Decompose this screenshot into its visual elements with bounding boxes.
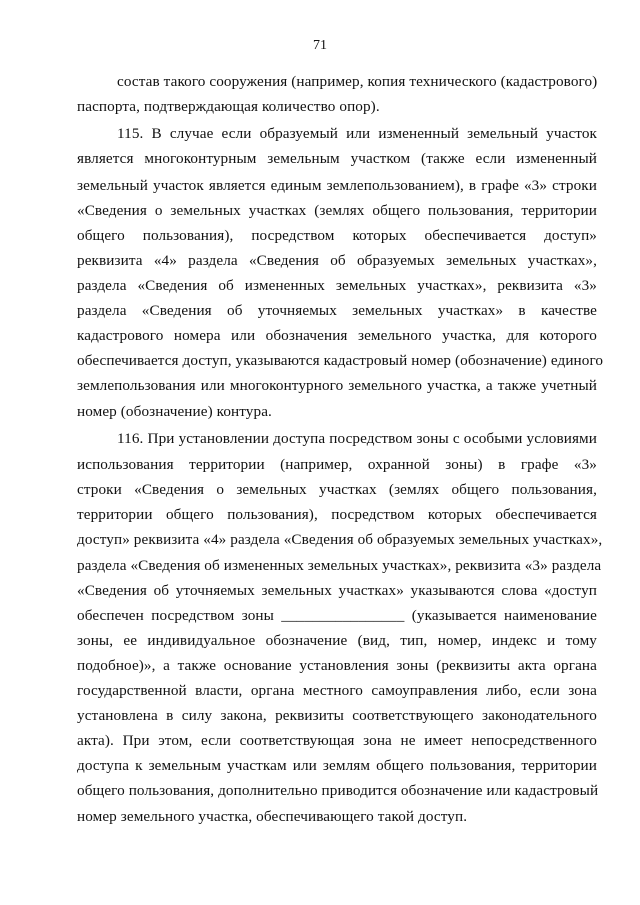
text-line: паспорта, подтверждающая количество опор). <box>77 98 380 115</box>
text-line: 115. В случае если образуемый или измененный земельный участок <box>117 125 597 142</box>
text-line: «Сведения о земельных участках (землях общего пользования, территории <box>77 202 597 219</box>
text-line: 116. При установлении доступа посредством зоны с особыми условиями <box>117 430 597 447</box>
text-line: кадастрового номера или обозначения земельного участка, для которого <box>77 327 597 344</box>
text-line: «Сведения об уточняемых земельных участках» указываются слова «доступ <box>77 582 597 599</box>
text-line: зоны, ее индивидуальное обозначение (вид, тип, номер, индекс и тому <box>77 632 597 649</box>
text-line: реквизита «4» раздела «Сведения об образуемых земельных участках», <box>77 252 597 269</box>
text-line: земельный участок является единым землепользованием), в графе «3» строки <box>77 177 597 194</box>
text-line: строки «Сведения о земельных участках (землях общего пользования, <box>77 481 597 498</box>
text-line: общего пользования), посредством которых обеспечивается доступ» <box>77 227 597 244</box>
text-line: использования территории (например, охранной зоны) в графе «3» <box>77 456 597 473</box>
text-line: раздела «Сведения об измененных земельных участках», реквизита «3» <box>77 277 597 294</box>
text-line: государственной власти, органа местного самоуправления либо, если зона <box>77 682 597 699</box>
text-line: землепользования или многоконтурного земельного участка, а также учетный <box>77 377 597 394</box>
text-line: общего пользования, дополнительно приводится обозначение или кадастровый <box>77 782 599 799</box>
text-line: территории общего пользования), посредством которых обеспечивается <box>77 506 597 523</box>
text-line: раздела «Сведения об измененных земельных участках», реквизита «3» раздела <box>77 557 602 574</box>
text-line: обеспечивается доступ, указываются кадастровый номер (обозначение) единого <box>77 352 604 369</box>
text-line: состав такого сооружения (например, копия технического (кадастрового) <box>117 73 598 90</box>
text-line: доступа к земельным участкам или землям общего пользования, территории <box>77 757 597 774</box>
text-line: является многоконтурным земельным участком (также если измененный <box>77 150 597 167</box>
text-line: доступ» реквизита «4» раздела «Сведения об образуемых земельных участках», <box>77 531 603 548</box>
text-line: установлена в силу закона, реквизиты соответствующего законодательного <box>77 707 597 724</box>
page-number: 71 <box>313 38 327 53</box>
text-line: обеспечен посредством зоны ________________ (указывается наименование <box>77 607 597 624</box>
text-line: номер земельного участка, обеспечивающего такой доступ. <box>77 808 468 825</box>
text-line: раздела «Сведения об уточняемых земельных участках» в качестве <box>77 302 597 319</box>
text-line: акта). При этом, если соответствующая зона не имеет непосредственного <box>77 732 597 749</box>
text-line: номер (обозначение) контура. <box>77 403 272 420</box>
text-line: подобное)», а также основание установления зоны (реквизиты акта органа <box>77 657 597 674</box>
